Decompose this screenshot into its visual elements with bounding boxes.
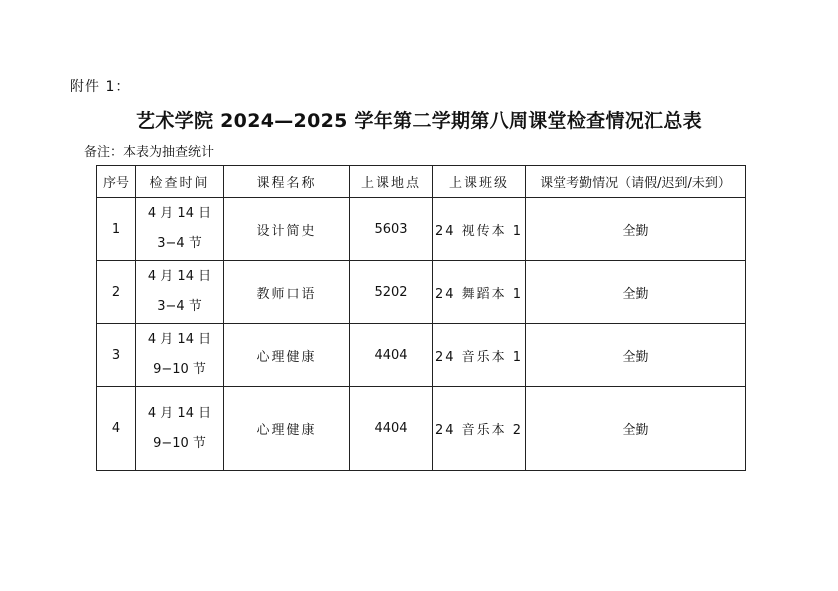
cell-slot: 9−10 节 bbox=[153, 362, 206, 377]
cell-check-time bbox=[136, 387, 224, 471]
cell-index: 2 bbox=[97, 261, 136, 324]
cell-date: 4 月 14 日 bbox=[147, 269, 212, 284]
inspection-summary-table bbox=[96, 165, 746, 471]
cell-location: 5202 bbox=[350, 261, 433, 324]
cell-check-time bbox=[136, 261, 224, 324]
cell-location: 5603 bbox=[350, 198, 433, 261]
cell-slot: 9−10 节 bbox=[153, 435, 206, 451]
cell-index: 3 bbox=[97, 324, 136, 387]
cell-attendance: 全勤 bbox=[526, 261, 746, 324]
cell-slot: 3−4 节 bbox=[157, 299, 202, 314]
cell-course: 设计简史 bbox=[224, 198, 350, 261]
table-row bbox=[97, 324, 746, 387]
table-note: 备注：本表为抽查统计 bbox=[84, 145, 215, 160]
cell-date: 4 月 14 日 bbox=[147, 332, 212, 347]
cell-course: 心理健康 bbox=[224, 324, 350, 387]
cell-location: 4404 bbox=[350, 387, 433, 471]
cell-slot: 3−4 节 bbox=[157, 236, 202, 251]
header-class: 上课班级 bbox=[433, 166, 526, 198]
cell-check-time bbox=[136, 324, 224, 387]
cell-attendance: 全勤 bbox=[526, 324, 746, 387]
cell-check-time bbox=[136, 198, 224, 261]
header-check-time: 检查时间 bbox=[136, 166, 224, 198]
attachment-label: 附件 1： bbox=[70, 79, 131, 95]
table-row bbox=[97, 261, 746, 324]
table-header-row bbox=[97, 166, 746, 198]
header-attendance: 课堂考勤情况（请假/迟到/未到） bbox=[526, 166, 746, 198]
cell-attendance: 全勤 bbox=[526, 198, 746, 261]
cell-index: 4 bbox=[97, 387, 136, 471]
table-row bbox=[97, 198, 746, 261]
header-index: 序号 bbox=[97, 166, 136, 198]
cell-class: 24 音乐本 2 bbox=[433, 387, 526, 471]
cell-class: 24 音乐本 1 bbox=[433, 324, 526, 387]
cell-class: 24 视传本 1 bbox=[433, 198, 526, 261]
header-course-name: 课程名称 bbox=[224, 166, 350, 198]
header-location: 上课地点 bbox=[350, 166, 433, 198]
table-row bbox=[97, 387, 746, 471]
cell-class: 24 舞蹈本 1 bbox=[433, 261, 526, 324]
cell-index: 1 bbox=[97, 198, 136, 261]
cell-location: 4404 bbox=[350, 324, 433, 387]
cell-date: 4 月 14 日 bbox=[147, 405, 212, 421]
cell-course: 心理健康 bbox=[224, 387, 350, 471]
cell-course: 教师口语 bbox=[224, 261, 350, 324]
document-title: 艺术学院 2024—2025 学年第二学期第八周课堂检查情况汇总表 bbox=[136, 110, 702, 132]
cell-attendance: 全勤 bbox=[526, 387, 746, 471]
cell-date: 4 月 14 日 bbox=[147, 206, 212, 221]
